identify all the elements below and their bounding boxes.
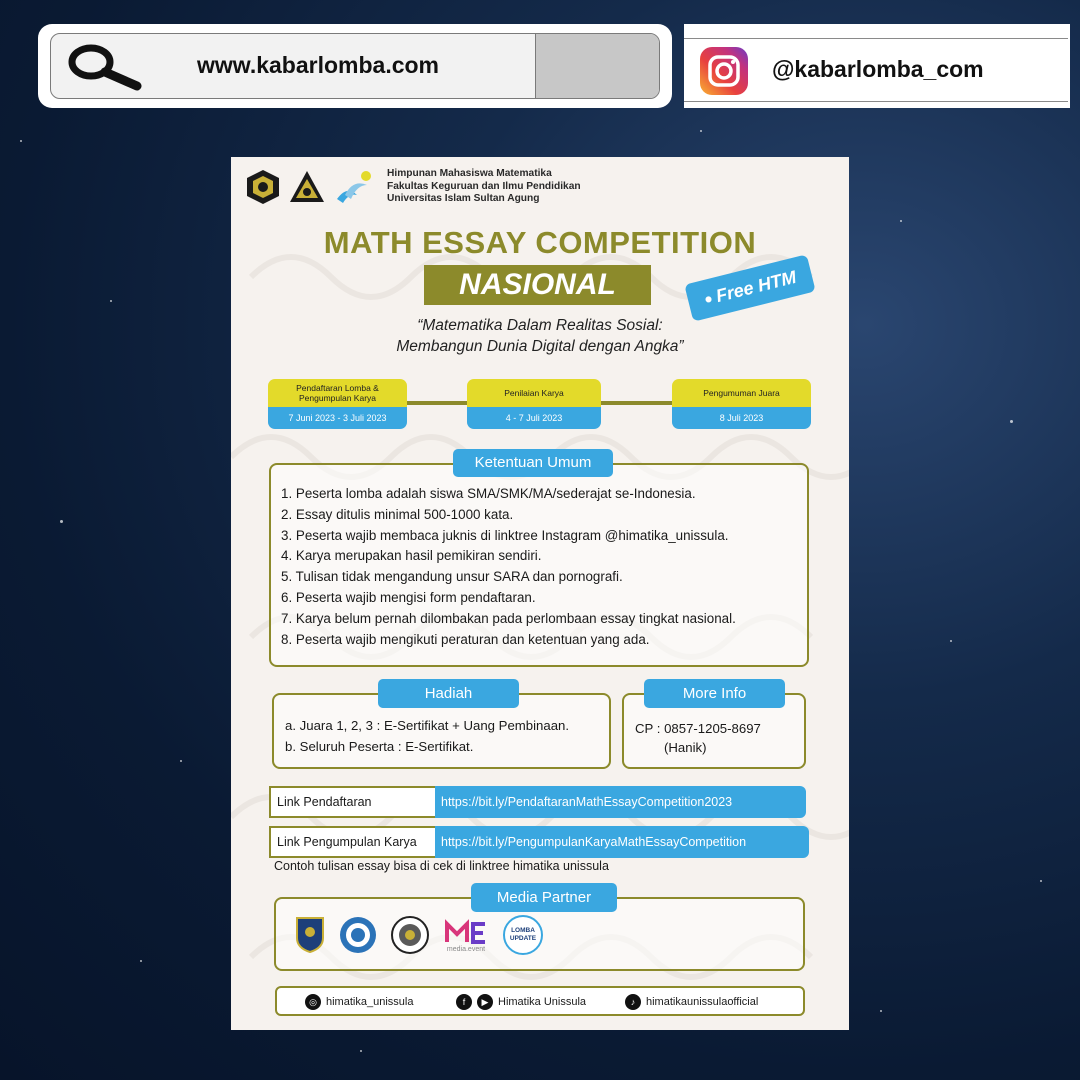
star: [20, 140, 22, 142]
star: [950, 640, 952, 642]
youtube-icon: ▶: [477, 994, 493, 1010]
registration-link-row[interactable]: [269, 786, 806, 818]
timeline-date: 7 Juni 2023 - 3 Juli 2023: [268, 407, 407, 429]
footer-tiktok-text: himatikaunissulaofficial: [646, 996, 759, 1008]
rule-item: 7. Karya belum pernah dilombakan pada perlombaan essay tingkat nasional.: [281, 610, 736, 626]
star: [700, 130, 702, 132]
footer-facebook-youtube[interactable]: [456, 994, 586, 1010]
essay-example-note: Contoh tulisan essay bisa di cek di linktree himatika unissula: [274, 859, 609, 873]
rules-list: [281, 484, 736, 650]
contact-phone: CP : 0857-1205-8697: [635, 721, 761, 736]
rule-item: 8. Peserta wajib mengikuti peraturan dan ketentuan yang ada.: [281, 631, 650, 647]
theme-line: “Matematika Dalam Realitas Sosial:: [417, 317, 663, 334]
media-partner-logos: [295, 915, 543, 955]
rule-item: 2. Essay ditulis minimal 500-1000 kata.: [281, 506, 514, 522]
timeline-date: 8 Juli 2023: [672, 407, 811, 429]
fkip-logo-icon: [289, 169, 325, 205]
footer-facebook-text: Himatika Unissula: [498, 996, 587, 1008]
timeline-label: Penilaian Karya: [467, 379, 601, 407]
timeline-label: Pengumuman Juara: [672, 379, 811, 407]
registration-link[interactable]: https://bit.ly/PendaftaranMathEssayCompetition2023: [435, 786, 806, 818]
star: [880, 1010, 882, 1012]
media-event-text: media.event: [446, 945, 486, 953]
media-event-logo: [443, 918, 489, 953]
org-line: Himpunan Mahasiswa Matematika: [387, 168, 552, 179]
prize-item: a. Juara 1, 2, 3 : E-Sertifikat + Uang Pembinaan.: [285, 718, 570, 733]
free-htm-label: Free HTM: [713, 266, 799, 306]
submission-link-label: Link Pengumpulan Karya: [269, 826, 439, 858]
star: [1010, 420, 1013, 423]
rule-item: 3. Peserta wajib membaca juknis di linktree Instagram @himatika_unissula.: [281, 527, 729, 543]
timeline-date: 4 - 7 Juli 2023: [467, 407, 601, 429]
star: [60, 520, 63, 523]
rule-item: 4. Karya merupakan hasil pemikiran sendiri.: [281, 548, 542, 564]
theme-text: [231, 315, 849, 357]
partner-shield-logo-icon: [295, 916, 325, 954]
search-field[interactable]: [50, 33, 660, 99]
info-heading: More Info: [644, 679, 785, 708]
search-button[interactable]: [535, 34, 659, 98]
lomba-update-logo: LOMBA UPDATE: [503, 915, 543, 955]
rule-item: 1. Peserta lomba adalah siswa SMA/SMK/MA/sederajat se-Indonesia.: [281, 486, 696, 501]
instagram-handle: @kabarlomba_com: [772, 56, 984, 82]
search-url-text: www.kabarlomba.com: [197, 52, 439, 78]
instagram-icon: ◎: [305, 994, 321, 1010]
footer-instagram-text: himatika_unissula: [326, 996, 414, 1008]
himatika-logo-icon: [333, 169, 373, 205]
tiktok-icon: ♪: [625, 994, 641, 1010]
rules-heading: Ketentuan Umum: [453, 449, 613, 477]
star: [1040, 880, 1042, 882]
unissula-logo-icon: [245, 169, 281, 205]
star: [140, 960, 142, 962]
submission-link-row[interactable]: [269, 826, 809, 858]
poster: [231, 157, 849, 1030]
footer-tiktok[interactable]: [625, 994, 758, 1010]
partner-circle-dark-logo-icon: [391, 916, 429, 954]
org-line: Fakultas Keguruan dan Ilmu Pendidikan: [387, 180, 581, 192]
timeline-item-registration: [268, 379, 407, 429]
timeline-item-judging: [467, 379, 601, 429]
logos-row: [245, 167, 373, 207]
search-icon: [65, 42, 145, 92]
footer-instagram[interactable]: [305, 994, 413, 1010]
media-partner-heading: Media Partner: [471, 883, 617, 912]
contact-name: (Hanik): [664, 740, 707, 755]
timeline-item-announcement: [672, 379, 811, 429]
star: [360, 1050, 362, 1052]
timeline-label: Pendaftaran Lomba & Pengumpulan Karya: [268, 379, 407, 407]
bullet-icon: ●: [702, 289, 715, 308]
search-bar[interactable]: [38, 24, 672, 108]
social-footer: [275, 986, 805, 1016]
facebook-icon: f: [456, 994, 472, 1010]
partner-circle-blue-logo-icon: [339, 916, 377, 954]
rule-item: 5. Tulisan tidak mengandung unsur SARA dan pornografi.: [281, 569, 623, 585]
prize-item: b. Seluruh Peserta : E-Sertifikat.: [285, 739, 474, 754]
organizer-text: [387, 168, 581, 206]
prize-heading: Hadiah: [378, 679, 519, 708]
registration-link-label: Link Pendaftaran: [269, 786, 439, 818]
submission-link[interactable]: https://bit.ly/PengumpulanKaryaMathEssayCompetition: [435, 826, 809, 858]
national-badge: NASIONAL: [424, 265, 651, 305]
theme-line: Membangun Dunia Digital dengan Angka”: [396, 338, 684, 355]
rule-item: 6. Peserta wajib mengisi form pendaftaran.: [281, 589, 536, 605]
star: [110, 300, 112, 302]
instagram-bar: [684, 24, 1070, 108]
competition-title: MATH ESSAY COMPETITION: [323, 225, 757, 260]
star: [180, 760, 182, 762]
org-line: Universitas Islam Sultan Agung: [387, 193, 540, 204]
star: [900, 220, 902, 222]
instagram-icon: [700, 47, 748, 95]
media-event-icon: [443, 918, 489, 946]
